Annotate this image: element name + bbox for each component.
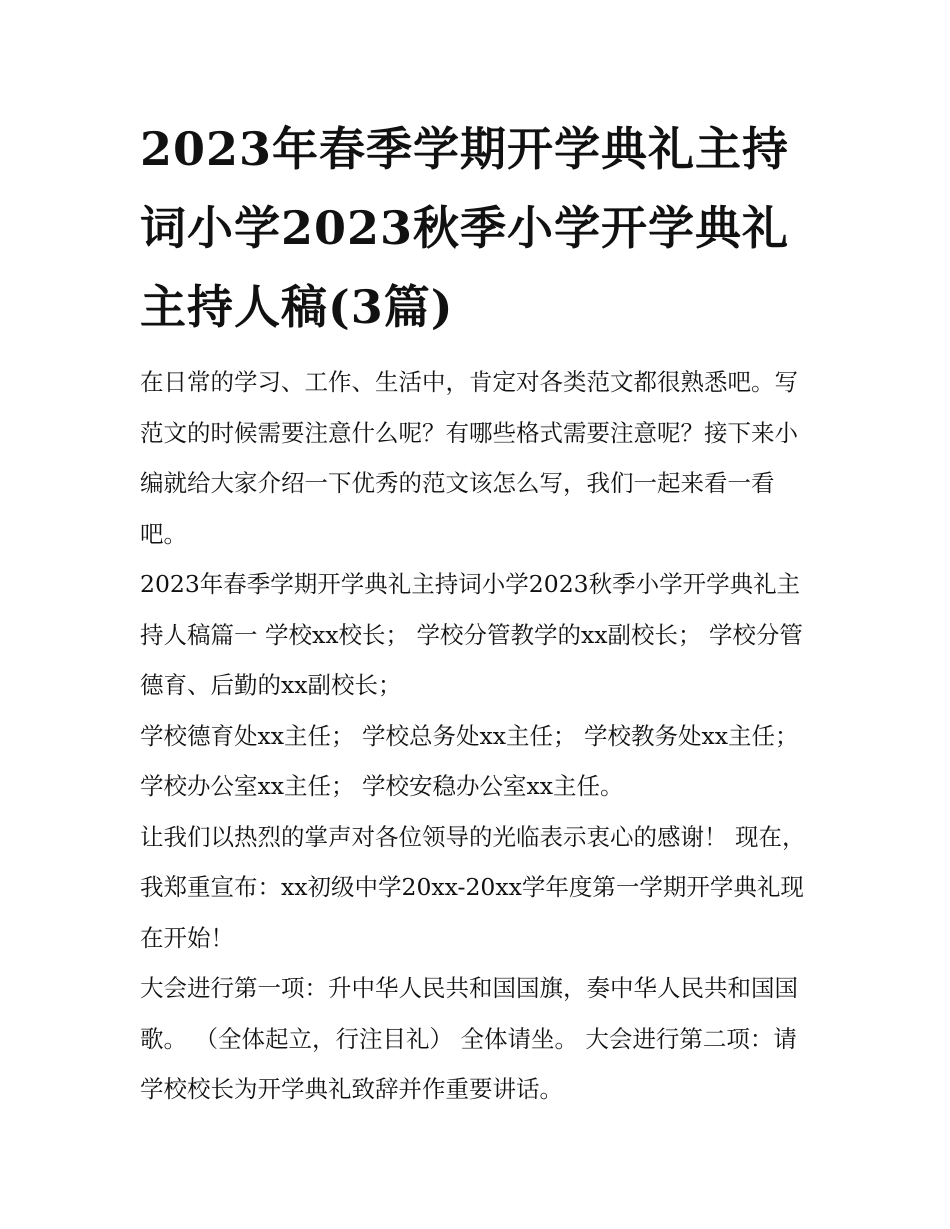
paragraph-intro: 在日常的学习、工作、生活中，肯定对各类范文都很熟悉吧。写范文的时候需要注意什么呢？有哪些格式需要注意呢？接下来小编就给大家介绍一下优秀的范文该怎么写，我们一起来看一看吧。 <box>140 368 798 548</box>
paragraph-opening-announcement: 让我们以热烈的掌声对各位领导的光临表示衷心的感谢！ 现在，我郑重宣布：xx初级中学20xx-20xx学年度第一学期开学典礼现在开始！ <box>140 822 806 952</box>
paragraph-salutation-directors: 学校德育处xx主任； 学校总务处xx主任； 学校教务处xx主任； 学校办公室xx主任； 学校安稳办公室xx主任。 <box>140 721 799 800</box>
paragraph-agenda: 大会进行第一项：升中华人民共和国国旗，奏中华人民共和国国歌。 （全体起立，行注目礼） 全体请坐。 大会进行第二项：请学校校长为开学典礼致辞并作重要讲话。 <box>140 974 798 1103</box>
document-title: 2023年春季学期开学典礼主持词小学2023秋季小学开学典礼主持人稿(3篇) <box>140 122 790 334</box>
document-body <box>140 110 812 1115</box>
paragraph-salutation-leaders: 2023年春季学期开学典礼主持词小学2023秋季小学开学典礼主持人稿篇一 学校xx校长； 学校分管教学的xx副校长； 学校分管德育、后勤的xx副校长； <box>140 570 803 699</box>
